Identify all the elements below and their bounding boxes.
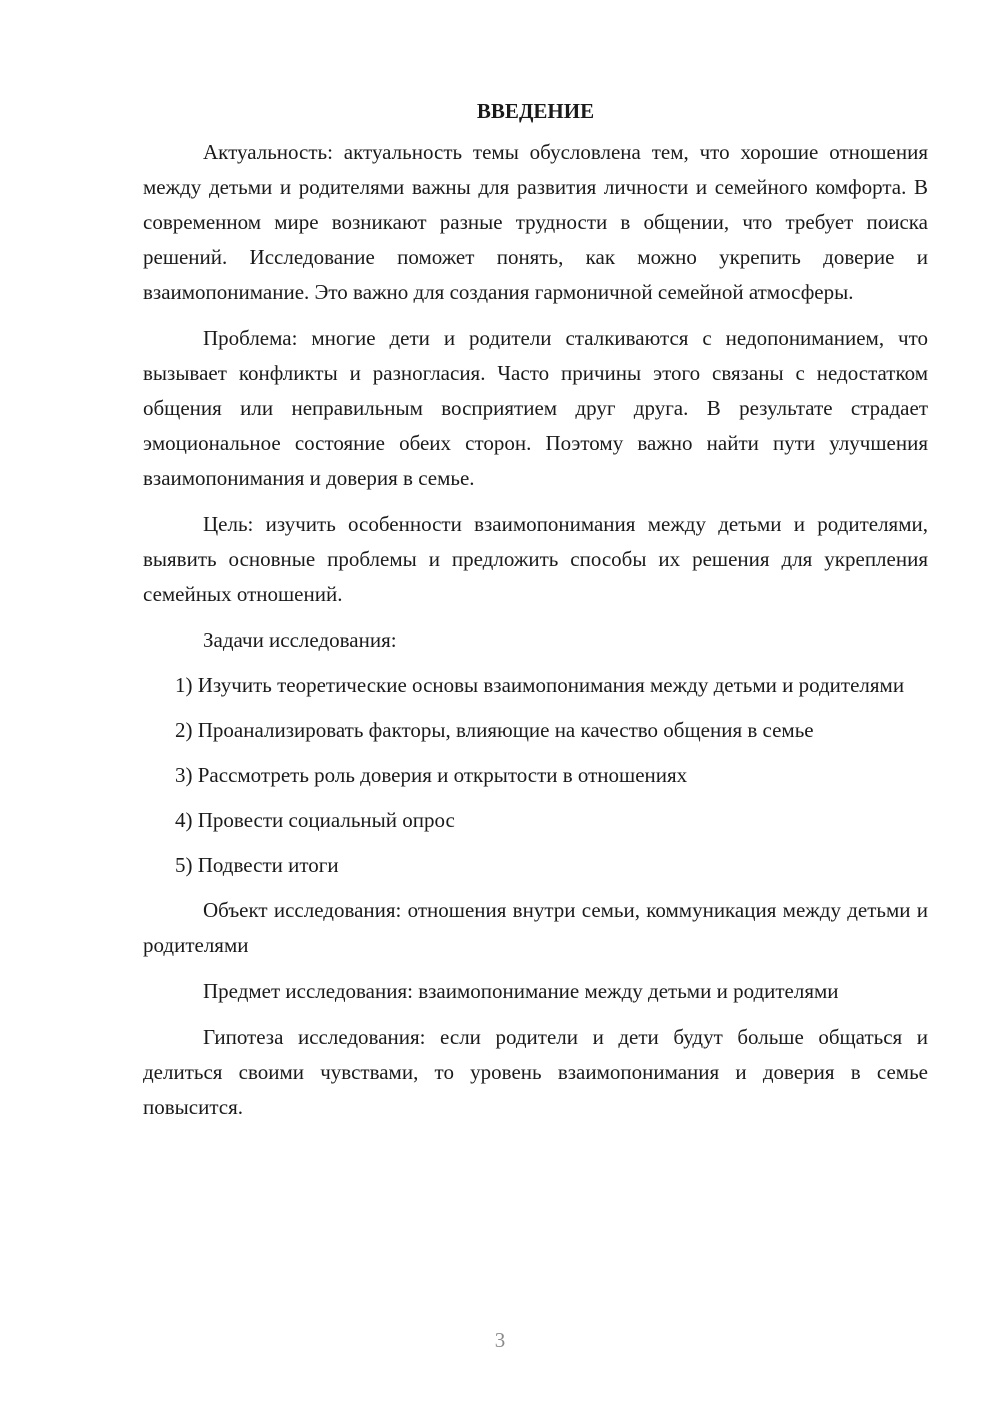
task-item-4: 4) Провести социальный опрос (175, 808, 455, 832)
page-number: 3 (494, 1328, 506, 1352)
paragraph-goal: Цель: изучить особенности взаимопонимания между детьми и родителями, выявить основные проблемы и предложить способы их решения для укрепления семейных отношений. (143, 512, 928, 606)
task-item-3: 3) Рассмотреть роль доверия и открытости в отношениях (175, 763, 688, 787)
document-page (143, 96, 928, 1136)
paragraph-subject: Предмет исследования: взаимопонимание между детьми и родителями (203, 979, 839, 1003)
paragraph-relevance: Актуальность: актуальность темы обусловлена тем, что хорошие отношения между детьми и родителями важны для развития личности и семейного комфорта. В современном мире возникают разные трудности в общении, что требует поиска решений. Исследование поможет понять, как можно укрепить доверие и взаимопонимание. Это важно для создания гармоничной семейной атмосферы. (143, 140, 928, 304)
task-item-2: 2) Проанализировать факторы, влияющие на качество общения в семье (175, 718, 814, 742)
tasks-heading: Задачи исследования: (203, 628, 397, 652)
section-title: ВВЕДЕНИЕ (476, 99, 595, 123)
task-item-5: 5) Подвести итоги (175, 853, 339, 877)
paragraph-hypothesis: Гипотеза исследования: если родители и дети будут больше общаться и делиться своими чувствами, то уровень взаимопонимания и доверия в семье повысится. (143, 1025, 928, 1119)
task-item-1: 1) Изучить теоретические основы взаимопонимания между детьми и родителями (175, 673, 905, 697)
paragraph-problem: Проблема: многие дети и родители сталкиваются с недопониманием, что вызывает конфликты и разногласия. Часто причины этого связаны с недостатком общения или неправильным восприятием друг друга. В результате страдает эмоциональное состояние обеих сторон. Поэтому важно найти пути улучшения взаимопонимания и доверия в семье. (143, 326, 928, 490)
paragraph-object: Объект исследования: отношения внутри семьи, коммуникация между детьми и родителями (143, 898, 928, 957)
